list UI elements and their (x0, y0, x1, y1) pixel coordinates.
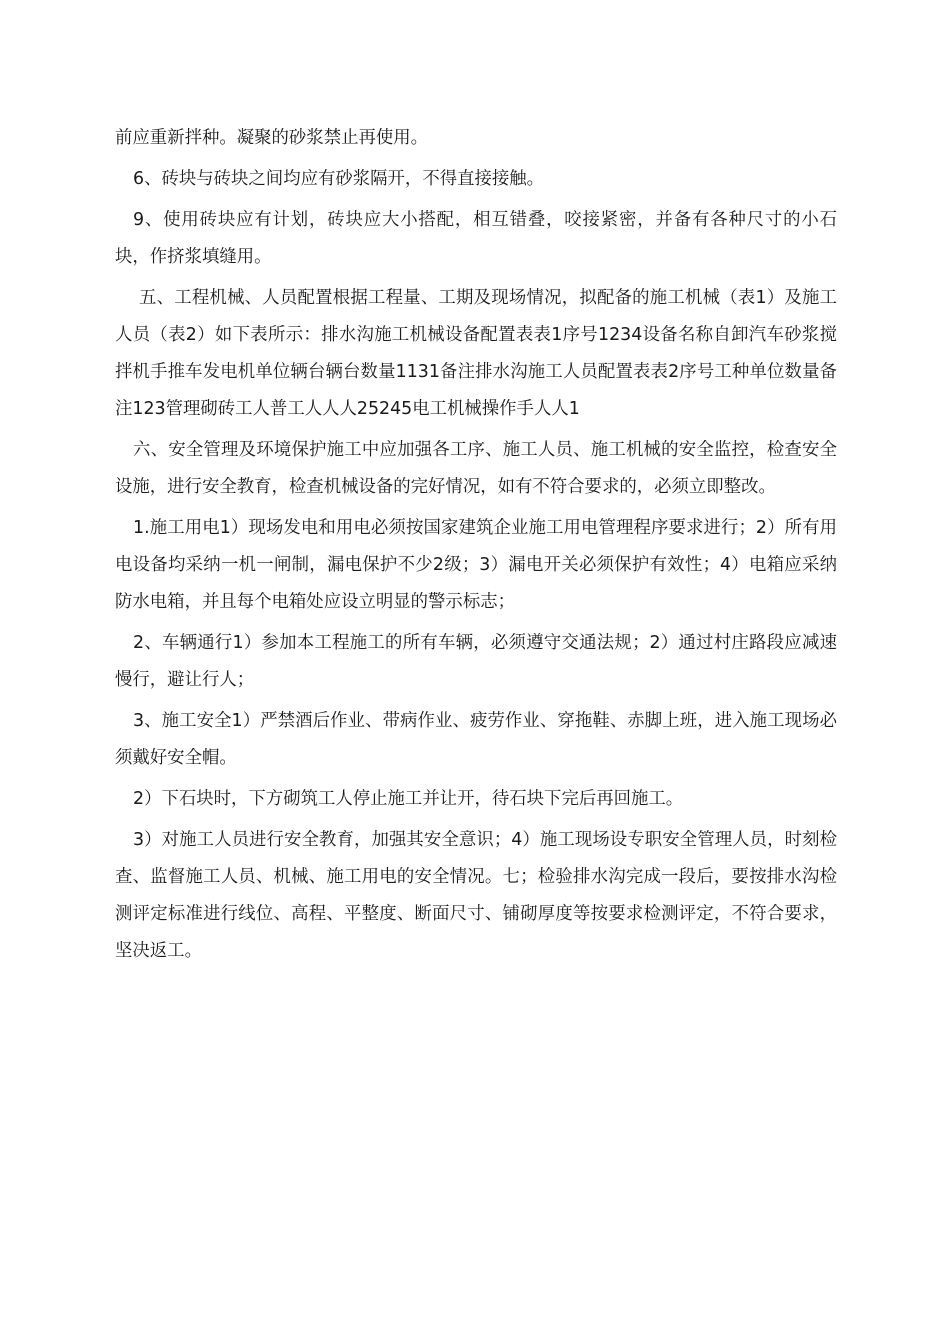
paragraph-machinery-staffing: 五、工程机械、人员配置根据工程量、工期及现场情况，拟配备的施工机械（表1）及施工人员（表2）如下表所示：排水沟施工机械设备配置表表1序号1234设备名称自卸汽车砂浆搅拌机手推车发电机单位辆台辆台数量1131备注排水沟施工人员配置表表2序号工种单位数量备注123管理砌砖工人普工人人人25245电工机械操作手人人1 (115, 288, 837, 419)
paragraph-brick-separation: 6、砖块与砖块之间均应有砂浆隔开，不得直接接触。 (133, 169, 545, 189)
paragraph-brick-planning: 9、使用砖块应有计划，砖块应大小搭配，相互错叠，咬接紧密，并备有各种尺寸的小石块，作挤浆填缝用。 (115, 210, 837, 267)
paragraph-construction-safety: 3、施工安全1）严禁酒后作业、带病作业、疲劳作业、穿拖鞋、赤脚上班，进入施工现场必须戴好安全帽。 (115, 711, 837, 768)
paragraph-stone-unloading: 2）下石块时，下方砌筑工人停止施工并让开，待石块下完后再回施工。 (133, 789, 684, 809)
paragraph-safety-education-inspection: 3）对施工人员进行安全教育，加强其安全意识；4）施工现场设专职安全管理人员，时刻检查、监督施工人员、机械、施工用电的安全情况。七；检验排水沟完成一段后，要按排水沟检测评定标准进行线位、高程、平整度、断面尺寸、铺砌厚度等按要求检测评定，不符合要求，坚决返工。 (115, 830, 837, 961)
paragraph-vehicle-traffic: 2、车辆通行1）参加本工程施工的所有车辆，必须遵守交通法规；2）通过村庄路段应减速慢行，避让行人； (115, 633, 837, 690)
paragraph-mortar-reuse: 前应重新拌种。凝聚的砂浆禁止再使用。 (115, 128, 429, 148)
paragraph-electricity: 1.施工用电1）现场发电和用电必须按国家建筑企业施工用电管理程序要求进行；2）所有用电设备均采纳一机一闸制，漏电保护不少2级；3）漏电开关必须保护有效性；4）电箱应采纳防水电箱，并且每个电箱处应设立明显的警示标志； (115, 518, 837, 612)
paragraph-safety-management: 六、安全管理及环境保护施工中应加强各工序、施工人员、施工机械的安全监控，检查安全设施，进行安全教育，检查机械设备的完好情况，如有不符合要求的，必须立即整改。 (115, 440, 837, 497)
document-body (115, 120, 837, 974)
